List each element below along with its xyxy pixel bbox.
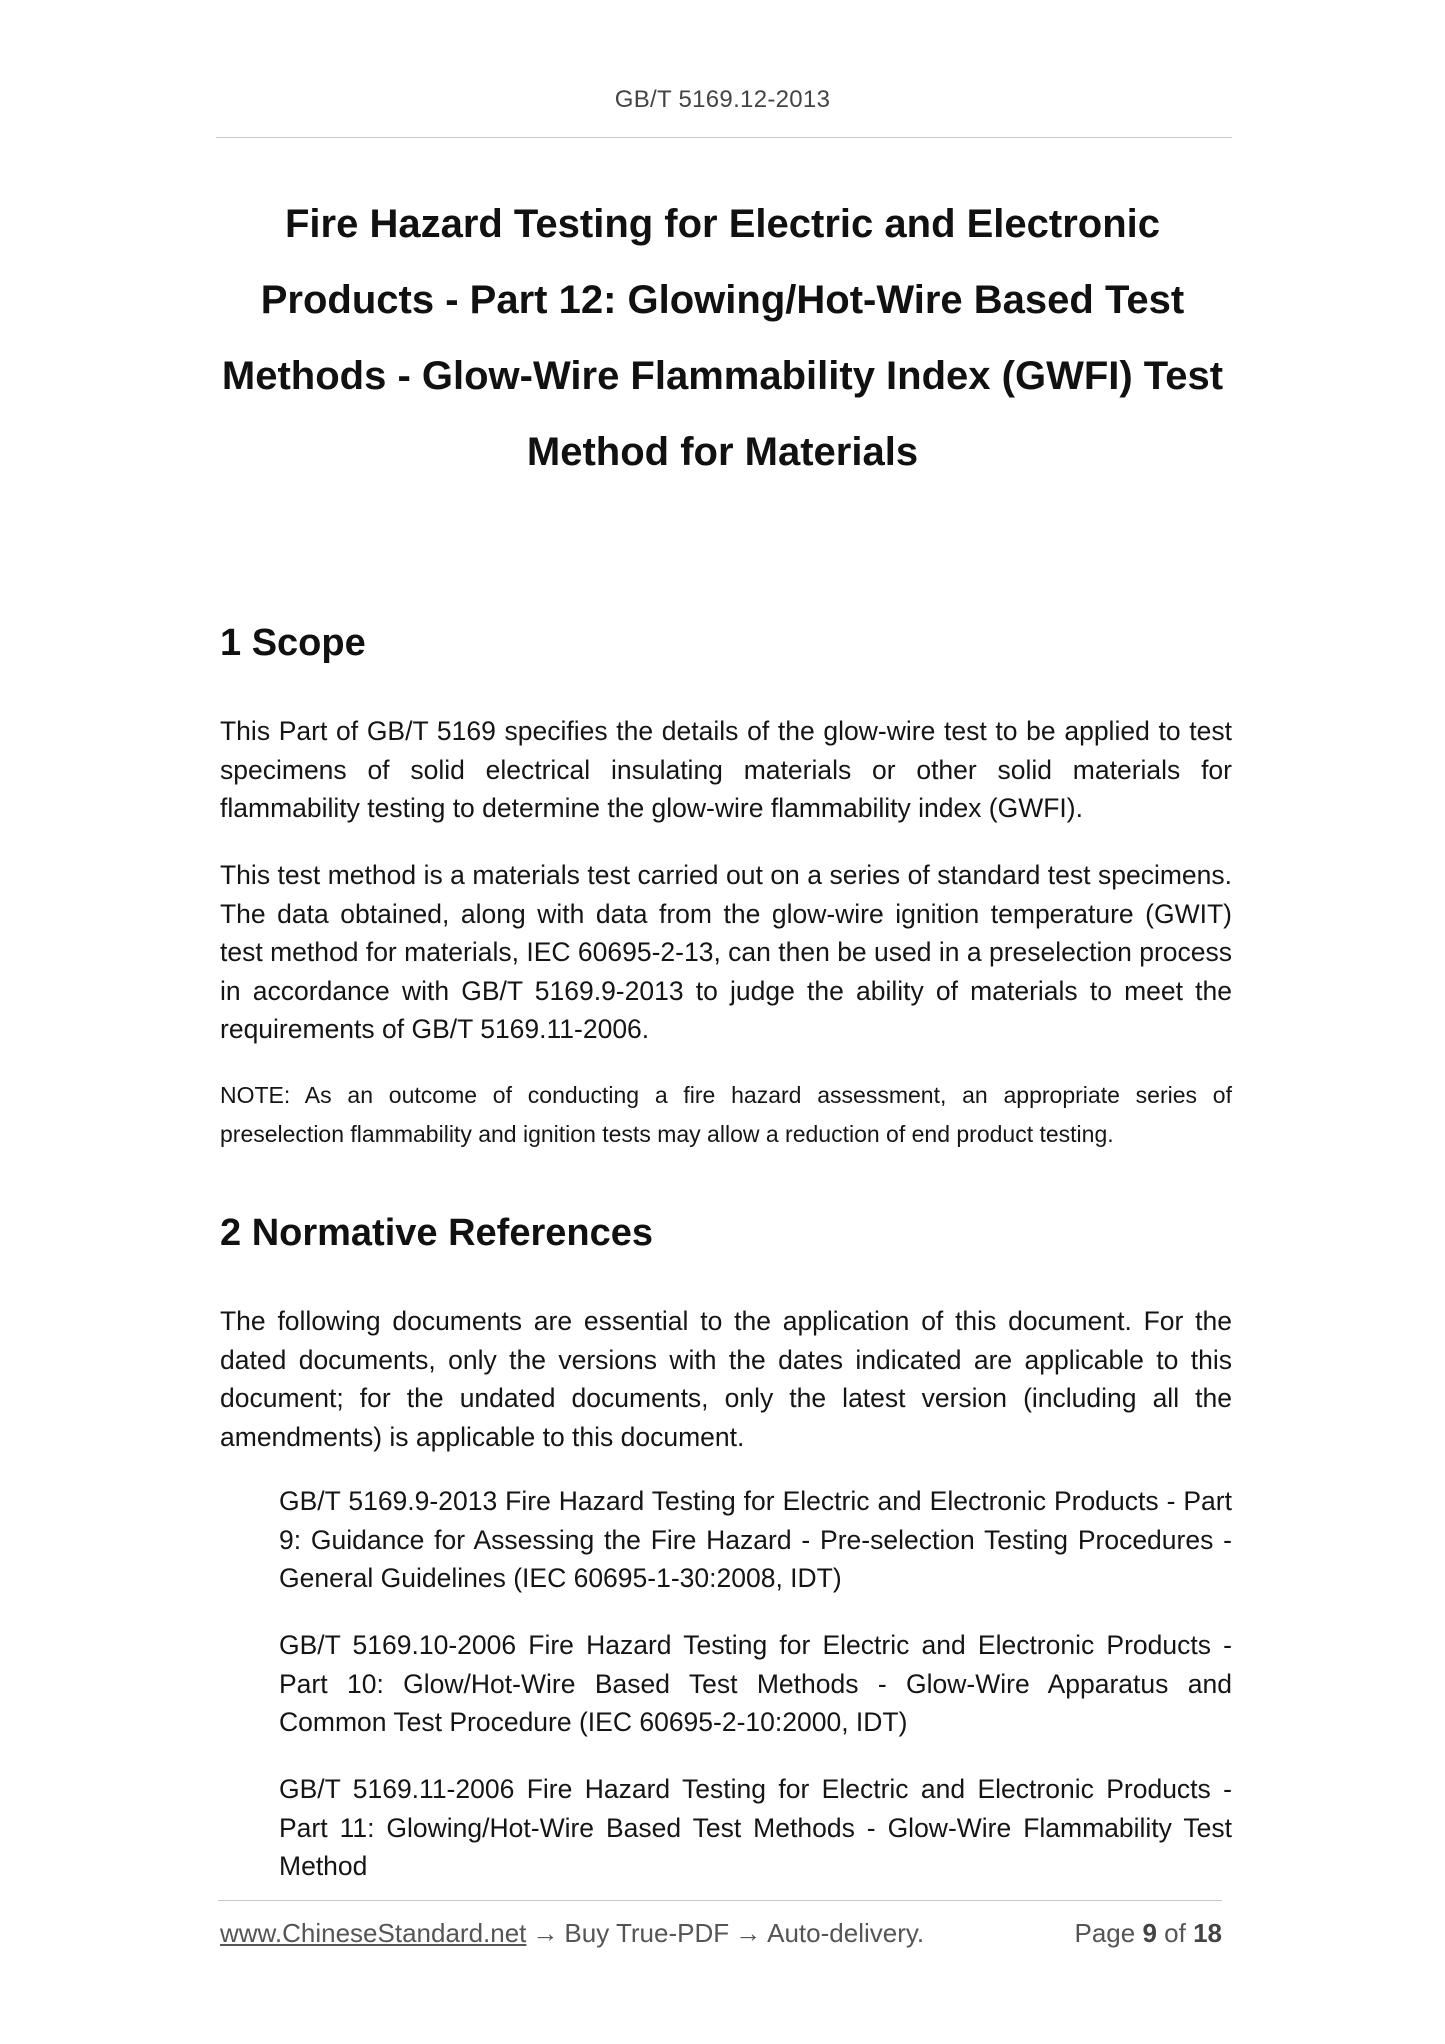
document-title: Fire Hazard Testing for Electric and Electronic Products - Part 12: Glowing/Hot-Wire Based Test Methods - Glow-Wire Flammability Index (GWFI) Test Method for Materials <box>221 202 1224 474</box>
page-label: Page <box>1074 1918 1136 1948</box>
arrow-right-icon: → <box>735 1918 762 1948</box>
reference-item: GB/T 5169.10-2006 Fire Hazard Testing for Electric and Electronic Products - Part 10: Glow/Hot-Wire Based Test Methods - Glow-Wire Apparatus and Common Test Procedure (IEC 60695-2-10:2000, IDT) <box>279 1630 1232 1737</box>
scope-paragraph-2: This test method is a materials test carried out on a series of standard test specimens. The data obtained, along with data from the glow-wire ignition temperature (GWIT) test method for materials, IEC 60695-2-13, can then be used in a preselection process in accordance with GB/T 5169.9-2013 to judge the ability of materials to meet the requirements of GB/T 5169.11-2006. <box>220 860 1232 1044</box>
page-indicator <box>1074 1918 1222 1949</box>
header-standard-code: GB/T 5169.12-2013 <box>614 86 831 113</box>
footer-step-buy: Buy True-PDF <box>564 1918 730 1948</box>
section-heading-normative-references: 2 Normative References <box>220 1212 653 1254</box>
footer-step-delivery: Auto-delivery. <box>767 1918 925 1948</box>
page-total: 18 <box>1193 1918 1222 1948</box>
section-heading-scope: 1 Scope <box>220 622 366 664</box>
footer-promo <box>220 1918 924 1949</box>
references-intro: The following documents are essential to the application of this document. For the dated documents, only the versions with the dates indicated are applicable to this document; for the undated documents, only the latest version (including all the amendments) is applicable to this document. <box>220 1306 1232 1452</box>
header-divider <box>216 137 1232 138</box>
footer-divider <box>218 1900 1222 1901</box>
reference-item: GB/T 5169.11-2006 Fire Hazard Testing for Electric and Electronic Products - Part 11: Glowing/Hot-Wire Based Test Methods - Glow-Wire Flammability Test Method <box>279 1774 1232 1881</box>
reference-item: GB/T 5169.9-2013 Fire Hazard Testing for Electric and Electronic Products - Part 9: Guidance for Assessing the Fire Hazard - Pre-selection Testing Procedures - General Guidelines (IEC 60695-1-30:2008, IDT) <box>279 1486 1232 1593</box>
page-of-label: of <box>1164 1918 1186 1948</box>
site-link[interactable]: www.ChineseStandard.net <box>220 1918 527 1948</box>
footer <box>220 1918 1222 1954</box>
scope-paragraph-1: This Part of GB/T 5169 specifies the details of the glow-wire test to be applied to test specimens of solid electrical insulating materials or other solid materials for flammability testing to determine the glow-wire flammability index (GWFI). <box>220 716 1232 823</box>
page-current: 9 <box>1142 1918 1157 1948</box>
scope-note: NOTE: As an outcome of conducting a fire hazard assessment, an appropriate series of preselection flammability and ignition tests may allow a reduction of end product testing. <box>220 1082 1232 1147</box>
arrow-right-icon: → <box>532 1918 559 1948</box>
